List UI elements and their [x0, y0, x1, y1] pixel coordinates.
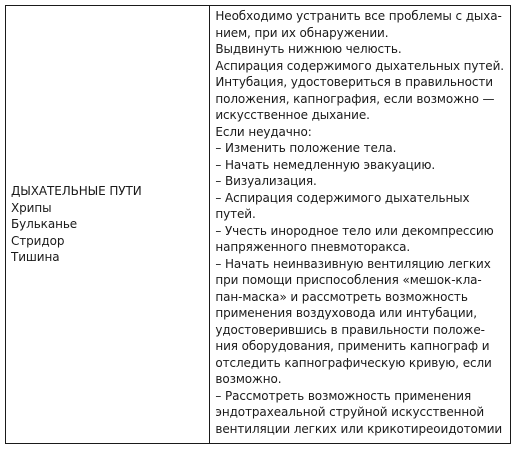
- action-line: возможно.: [215, 372, 282, 386]
- category-cell: [6, 6, 210, 443]
- category-heading: ДЫХАТЕЛЬНЫЕ ПУТИ: [11, 184, 142, 199]
- action-line: – Начать немедленную эвакуацию.: [215, 157, 436, 172]
- protocol-table: [5, 5, 511, 444]
- action-line: – Изменить положение тела.: [215, 141, 397, 155]
- action-line: – Начать неинвазивную вентиляцию легких: [215, 256, 491, 271]
- category-item: Бульканье: [11, 217, 78, 232]
- action-line: эндотрахеальной струйной искусственной: [215, 405, 485, 419]
- action-line: напряженного пневмоторакса.: [215, 240, 411, 254]
- action-line: – Визуализация.: [215, 174, 317, 188]
- action-line: путей.: [215, 207, 256, 221]
- action-line: Интубация, удостовериться в правильности: [215, 75, 493, 89]
- category-item: Хрипы: [11, 200, 52, 215]
- action-line: ния оборудования, применить капнограф и: [215, 339, 490, 353]
- action-line: – Рассмотреть возможность применения: [215, 388, 472, 403]
- actions-cell: [210, 6, 510, 443]
- category-item: Стридор: [11, 233, 65, 248]
- action-line: – Учесть инородное тело или декомпрессию: [215, 223, 494, 238]
- action-line: – Аспирация содержимого дыхательных: [215, 190, 470, 205]
- action-line: удостоверившись в правильности положе-: [215, 322, 485, 337]
- action-line: нием, при их обнаружении.: [215, 25, 389, 40]
- action-line: искусственное дыхание.: [215, 108, 370, 122]
- action-line: Необходимо устранить все проблемы с дыха-: [215, 9, 502, 23]
- action-line: положения, капнография, если возможно —: [215, 91, 495, 106]
- action-line: вентиляции легких или крикотиреоидотомии: [215, 421, 503, 436]
- action-line: применения воздуховода или интубации,: [215, 306, 477, 320]
- action-line: пан-маска» и рассмотреть возможность: [215, 289, 468, 304]
- action-line: Если неудачно:: [215, 124, 312, 139]
- category-item: Тишина: [11, 250, 60, 265]
- action-line: при помощи приспособления «мешок-кла-: [215, 273, 482, 287]
- action-line: отследить капнографическую кривую, если: [215, 355, 492, 370]
- action-line: Аспирация содержимого дыхательных путей.: [215, 58, 504, 73]
- action-line: Выдвинуть нижнюю челюсть.: [215, 42, 402, 56]
